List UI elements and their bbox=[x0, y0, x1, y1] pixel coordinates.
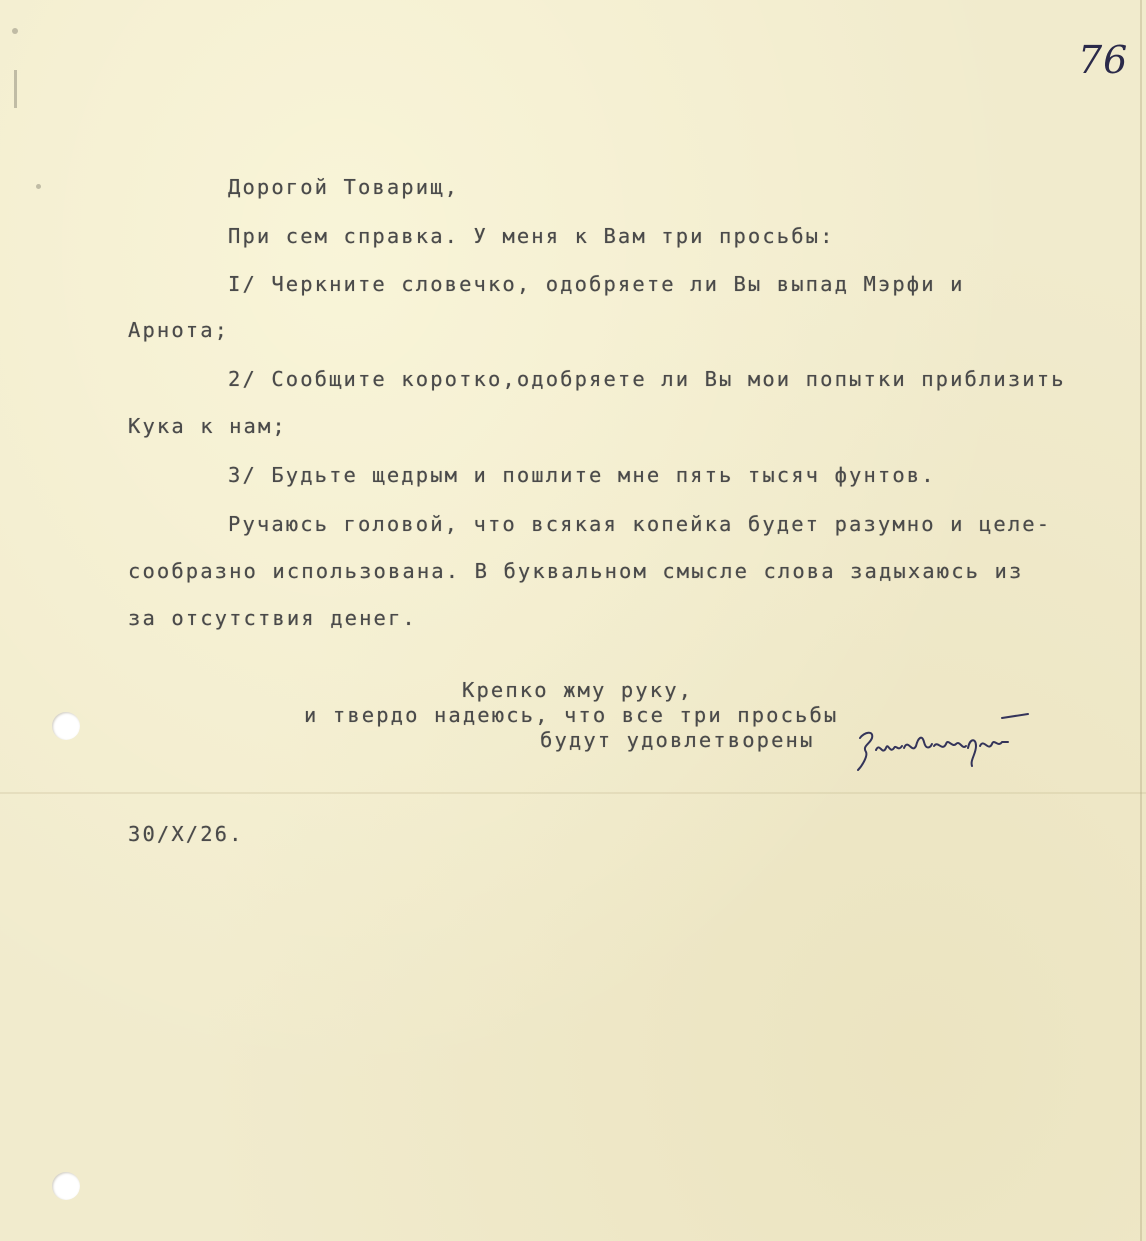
intro-line: При сем справка. У меня к Вам три просьбы: bbox=[228, 224, 835, 248]
margin-dot bbox=[12, 28, 18, 34]
paragraph-line-2: сообразно использована. В буквальном смысле слова задыхаюсь из bbox=[128, 559, 1024, 583]
archive-page-number: 76 bbox=[1078, 38, 1129, 82]
punch-hole bbox=[52, 712, 80, 740]
paragraph-line-3: за отсутствия денег. bbox=[128, 606, 417, 630]
closing-line-2: и твердо надеюсь, что все три просьбы bbox=[304, 703, 839, 727]
letter-date: 30/X/26. bbox=[128, 822, 244, 846]
salutation: Дорогой Товарищ, bbox=[228, 175, 460, 199]
request-1-line-2: Арнота; bbox=[128, 318, 230, 342]
margin-dot bbox=[36, 184, 41, 189]
request-2-line-2: Кука к нам; bbox=[128, 414, 287, 438]
margin-stroke bbox=[14, 70, 17, 108]
closing-line-1: Крепко жму руку, bbox=[462, 678, 694, 702]
handwritten-signature bbox=[852, 708, 1032, 778]
request-2-line-1: 2/ Сообщите коротко,одобряете ли Вы мои попытки приблизить bbox=[228, 367, 1066, 391]
paper-fold bbox=[0, 792, 1146, 794]
paragraph-line-1: Ручаюсь головой, что всякая копейка будет разумно и целе- bbox=[228, 512, 1052, 536]
closing-line-3: будут удовлетворены bbox=[540, 728, 815, 752]
punch-hole bbox=[52, 1172, 80, 1200]
request-3: 3/ Будьте щедрым и пошлите мне пять тысяч фунтов. bbox=[228, 463, 936, 487]
page-edge bbox=[1140, 0, 1142, 1241]
request-1-line-1: I/ Черкните словечко, одобряете ли Вы выпад Мэрфи и bbox=[228, 272, 965, 296]
